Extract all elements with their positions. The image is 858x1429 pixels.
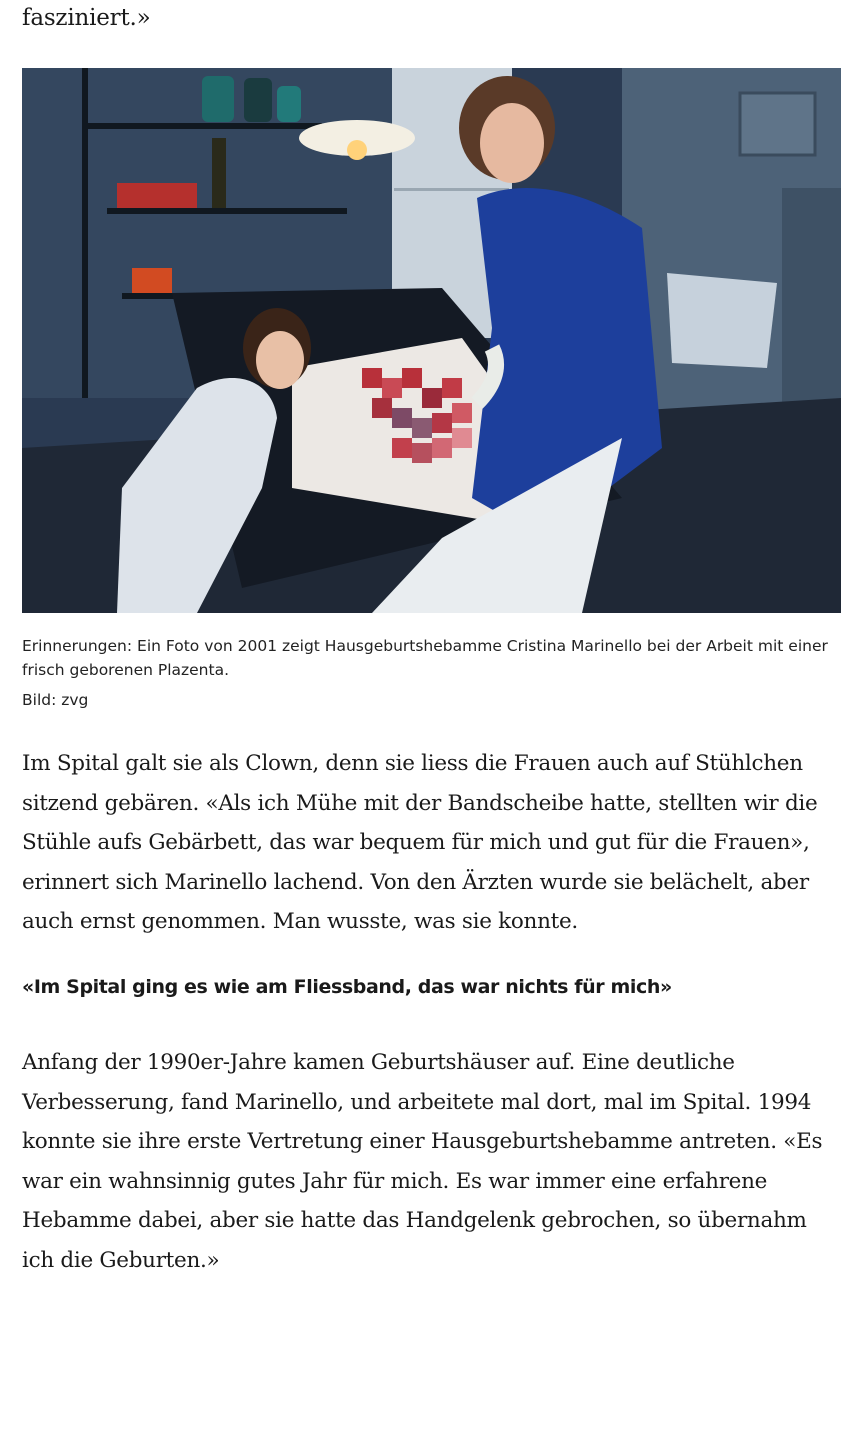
photo-credit: Bild: zvg [22,691,89,709]
body-paragraph-2: Anfang der 1990er-Jahre kamen Geburtshäuser auf. Eine deutliche Verbesserung, fand Marinello, und arbeitete mal dort, mal im Spital. 1994 konnte sie ihre erste Vertretung einer Hausgeburtshebamme antreten. «Es war ein wahnsinnig gutes Jahr für mich. Es war immer eine erfahrene Hebamme dabei, aber sie hatte das Handgelenk gebrochen, so übernahm ich die Geburten.» [22,1050,823,1273]
body-paragraph-1: Im Spital galt sie als Clown, denn sie liess die Frauen auch auf Stühlchen sitzend gebären. «Als ich Mühe mit der Bandscheibe hatte, stellten wir die Stühle aufs Gebärbett, das war bequem für mich und gut für die Frauen», erinnert sich Marinello lachend. Von den Ärzten wurde sie belächelt, aber auch ernst genommen. Man wusste, was sie konnte. [22,751,818,935]
article-photo [22,68,841,613]
lead-paragraph-tail: fasziniert.» [22,5,151,31]
photo-caption: Erinnerungen: Ein Foto von 2001 zeigt Hausgeburtshebamme Cristina Marinello bei der Arbeit mit einer frisch geborenen Plazenta. [22,637,828,679]
pull-quote-subheading: «Im Spital ging es wie am Fliessband, das war nichts für mich» [22,976,672,998]
photo-illustration [22,68,841,613]
